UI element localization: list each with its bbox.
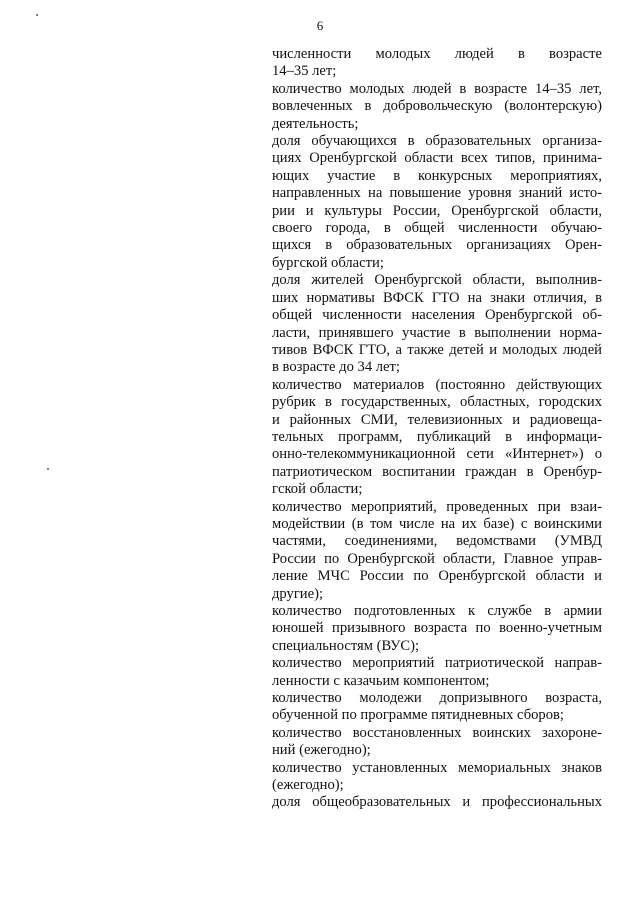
list-item xyxy=(272,133,602,272)
document-body xyxy=(272,46,602,812)
text-line: доля общеобразовательных и профессиональных xyxy=(272,794,602,811)
text-line: рубрик в государственных, областных, городских xyxy=(272,394,602,411)
list-item xyxy=(272,794,602,811)
scan-speck xyxy=(36,14,38,16)
text-line: рии и культуры России, Оренбургской области, xyxy=(272,202,602,219)
text-line: тельных программ, публикаций в информаци- xyxy=(272,428,602,445)
text-line: онно-телекоммуникационной сети «Интернет») о xyxy=(272,446,602,463)
text-line: количество подготовленных к службе в армии xyxy=(272,603,602,619)
text-line: направленных на повышение уровня знаний исто- xyxy=(272,185,602,202)
text-line: ющих участие в конкурсных мероприятиях, xyxy=(272,167,602,184)
scan-speck xyxy=(47,468,49,470)
text-line: ласти, принявшего участие в выполнении норма- xyxy=(272,324,602,341)
text-line: ний (ежегодно); xyxy=(272,742,371,759)
text-line: количество восстановленных воинских захороне- xyxy=(272,724,602,741)
text-line: количество мероприятий, проведенных при взаи- xyxy=(272,498,602,515)
text-line: патриотическом воспитании граждан в Оренбур- xyxy=(272,463,602,480)
list-item xyxy=(272,760,602,795)
list-item xyxy=(272,499,602,603)
text-line: количество молодежи допризывного возраста, xyxy=(272,690,602,707)
text-line: своего города, в общей численности обучаю- xyxy=(272,220,602,237)
text-line: 14–35 лет; xyxy=(272,63,337,80)
text-line: юношей призывного возраста по военно-учетным xyxy=(272,620,602,637)
text-line: частями, соединениями, ведомствами (УМВД xyxy=(272,533,602,550)
text-line: специальностям (ВУС); xyxy=(272,637,420,654)
list-item xyxy=(272,46,602,81)
text-line: доля обучающихся в образовательных организа- xyxy=(272,133,602,150)
text-line: количество мероприятий патриотической направ- xyxy=(272,655,602,672)
text-line: и районных СМИ, телевизионных и радиовеща- xyxy=(272,411,602,428)
list-item xyxy=(272,272,602,376)
text-line: численности молодых людей в возрасте xyxy=(272,46,602,62)
text-line: России по Оренбургской области, Главное управ- xyxy=(272,550,602,567)
text-line: количество материалов (постоянно действующих xyxy=(272,376,602,393)
text-line: в возрасте до 34 лет; xyxy=(272,359,400,376)
text-line: ленности с казачьим компонентом; xyxy=(272,672,490,689)
text-line: тивов ВФСК ГТО, а также детей и молодых людей xyxy=(272,341,602,358)
list-item xyxy=(272,81,602,133)
text-line: вовлеченных в добровольческую (волонтерскую) xyxy=(272,98,602,115)
text-line: (ежегодно); xyxy=(272,777,344,794)
text-line: другие); xyxy=(272,585,324,602)
list-item xyxy=(272,603,602,655)
text-line: циях Оренбургской области всех типов, принима- xyxy=(272,150,602,167)
text-line: количество молодых людей в возрасте 14–35 лет, xyxy=(272,80,602,97)
text-line: общей численности населения Оренбургской об- xyxy=(272,307,602,324)
text-line: ление МЧС России по Оренбургской области и xyxy=(272,568,602,585)
list-item xyxy=(272,690,602,725)
list-item xyxy=(272,655,602,690)
text-line: количество установленных мемориальных знаков xyxy=(272,759,602,776)
text-line: гской области; xyxy=(272,481,363,498)
text-line: обученной по программе пятидневных сборов; xyxy=(272,707,564,724)
text-line: щихся в образовательных организациях Орен- xyxy=(272,237,602,254)
text-line: модействии (в том числе на их базе) с воинскими xyxy=(272,515,602,532)
text-line: ших нормативы ВФСК ГТО на знаки отличия, в xyxy=(272,289,602,306)
page-number: 6 xyxy=(316,18,324,33)
text-line: бургской области; xyxy=(272,254,384,271)
text-line: доля жителей Оренбургской области, выполнив- xyxy=(272,272,602,289)
list-item xyxy=(272,377,602,499)
list-item xyxy=(272,725,602,760)
text-line: деятельность; xyxy=(272,115,359,132)
